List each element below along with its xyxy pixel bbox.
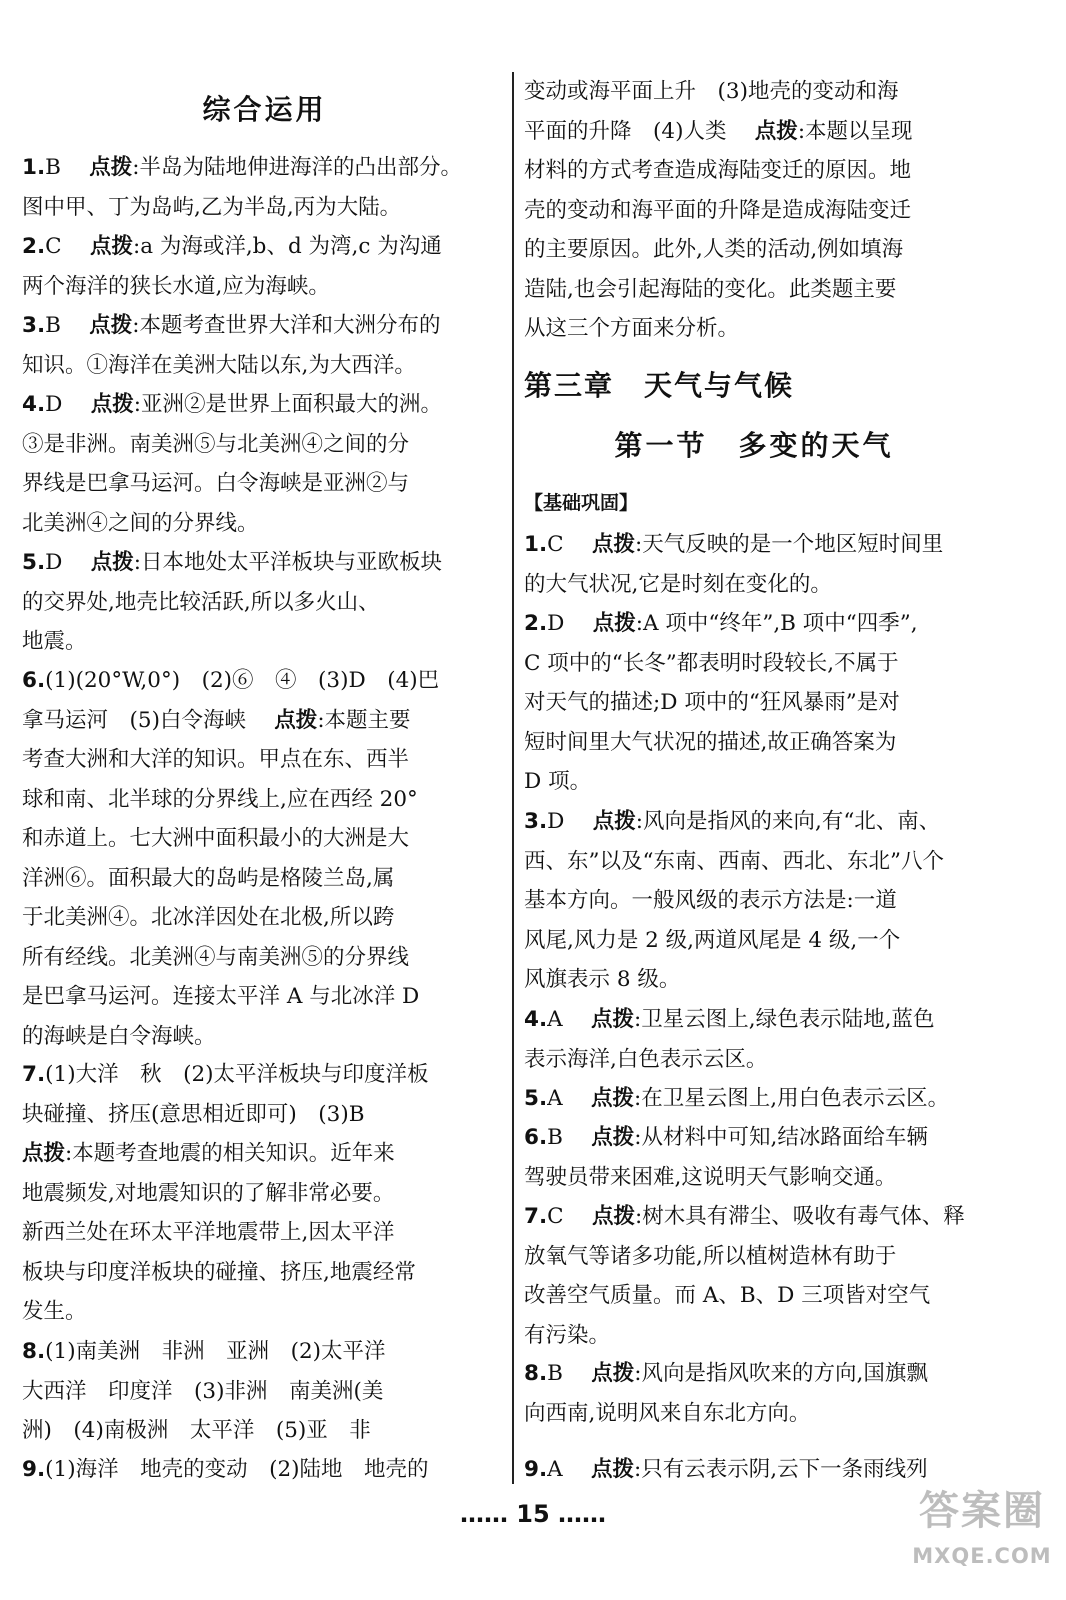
line-text: 点拨:本题考查地震的相关知识。近年来 bbox=[22, 1141, 395, 1166]
text-line bbox=[22, 1134, 507, 1174]
item-number: 4. bbox=[22, 392, 46, 417]
text-line bbox=[22, 425, 507, 465]
text-line bbox=[22, 1095, 507, 1135]
item-number: 1. bbox=[22, 155, 46, 180]
text-line bbox=[524, 525, 984, 565]
item-number: 1. bbox=[524, 532, 548, 557]
answer-item bbox=[22, 1450, 507, 1490]
watermark-logo-text: 答案圈 bbox=[919, 1488, 1045, 1534]
line-text: D 点拨:日本地处太平洋板块与亚欧板块 bbox=[45, 550, 442, 575]
line-text: 有污染。 bbox=[524, 1322, 611, 1348]
item-number: 9. bbox=[22, 1457, 46, 1482]
line-text: (1)海洋 地壳的变动 (2)陆地 地壳的 bbox=[45, 1457, 429, 1482]
line-text: C 点拨:树木具有滞尘、吸收有毒气体、释 bbox=[547, 1204, 965, 1229]
line-text: D 点拨:A 项中“终年”,B 项中“四季”, bbox=[547, 611, 918, 636]
answer-item bbox=[524, 802, 984, 1000]
text-line bbox=[22, 1372, 507, 1412]
item-number: 9. bbox=[524, 1457, 548, 1482]
section-title-weather: 第一节 多变的天气 bbox=[614, 429, 894, 462]
line-text: 图中甲、丁为岛屿,乙为半岛,丙为大陆。 bbox=[22, 194, 402, 220]
line-text: 考查大洲和大洋的知识。甲点在东、西半 bbox=[22, 747, 410, 772]
line-text: C 项中的“长冬”都表明时段较长,不属于 bbox=[524, 650, 899, 676]
item-number: 5. bbox=[524, 1086, 548, 1111]
line-text: 界线是巴拿马运河。白令海峡是亚洲②与 bbox=[22, 471, 410, 496]
text-line bbox=[524, 802, 984, 842]
line-text: C 点拨:天气反映的是一个地区短时间里 bbox=[547, 532, 944, 557]
text-line: 造陆,也会引起海陆的变化。此类题主要 bbox=[524, 276, 897, 302]
line-text: 对天气的描述;D 项中的“狂风暴雨”是对 bbox=[524, 690, 900, 715]
text-line bbox=[524, 921, 984, 961]
continuation-text bbox=[524, 72, 984, 349]
text-line: 变动或海平面上升 (3)地壳的变动和海 bbox=[524, 79, 899, 104]
page-number: …… 15 …… bbox=[459, 1500, 607, 1528]
hint-keyword: 点拨 bbox=[591, 1204, 635, 1229]
line-text: B 点拨:从材料中可知,结冰路面给车辆 bbox=[547, 1125, 928, 1150]
answer-item bbox=[524, 1000, 984, 1079]
item-number: 5. bbox=[22, 550, 46, 575]
text-line bbox=[22, 1017, 507, 1057]
hint-keyword: 点拨 bbox=[591, 532, 635, 557]
text-line bbox=[22, 1332, 507, 1372]
text-line bbox=[22, 977, 507, 1017]
item-number: 8. bbox=[22, 1339, 46, 1364]
text-line bbox=[524, 1276, 984, 1316]
line-text: 驾驶员带来困难,这说明天气影响交通。 bbox=[524, 1164, 897, 1190]
item-number: 3. bbox=[22, 313, 46, 338]
line-text: B 点拨:本题考查世界大洋和大洲分布的 bbox=[45, 313, 441, 338]
line-text: 风旗表示 8 级。 bbox=[524, 967, 681, 992]
item-number: 2. bbox=[22, 234, 46, 259]
line-text: 地震频发,对地震知识的了解非常必要。 bbox=[22, 1180, 395, 1206]
hint-keyword: 点拨 bbox=[89, 155, 133, 180]
hint-keyword: 点拨 bbox=[591, 1457, 635, 1482]
line-text: 地震。 bbox=[22, 629, 87, 654]
chapter-title: 第三章 天气与气候 bbox=[524, 369, 795, 402]
answer-item bbox=[22, 661, 507, 1056]
line-text: 拿马运河 (5)白令海峡 点拨:本题主要 bbox=[22, 707, 411, 733]
text-line bbox=[524, 604, 984, 644]
text-line bbox=[22, 740, 507, 780]
hint-keyword: 点拨 bbox=[592, 611, 636, 636]
answer-item bbox=[22, 148, 507, 227]
basic-consolidation-tag: 【基础巩固】 bbox=[524, 492, 639, 514]
text-line bbox=[22, 188, 507, 228]
hint-keyword: 点拨 bbox=[591, 1125, 635, 1150]
item-number: 8. bbox=[524, 1361, 548, 1386]
text-line bbox=[524, 1237, 984, 1277]
line-text: 放氧气等诸多功能,所以植树造林有助于 bbox=[524, 1243, 897, 1269]
text-line bbox=[524, 1079, 984, 1119]
item-number: 6. bbox=[22, 668, 46, 693]
text-line bbox=[22, 1292, 507, 1332]
line-text: 是巴拿马运河。连接太平洋 A 与北冰洋 D bbox=[22, 984, 420, 1009]
text-line: 从这三个方面来分析。 bbox=[524, 316, 740, 341]
item-number: 7. bbox=[22, 1062, 46, 1087]
text-line bbox=[22, 543, 507, 583]
answer-item bbox=[22, 1332, 507, 1451]
text-line bbox=[524, 762, 984, 802]
hint-keyword: 点拨 bbox=[274, 707, 318, 733]
text-line: 壳的变动和海平面的升降是造成海陆变迁 bbox=[524, 197, 912, 223]
line-text: 的交界处,地壳比较活跃,所以多火山、 bbox=[22, 589, 380, 615]
line-text: 两个海洋的狭长水道,应为海峡。 bbox=[22, 273, 330, 299]
text-line bbox=[22, 148, 507, 188]
line-text: 球和南、北半球的分界线上,应在西经 20° bbox=[22, 786, 418, 812]
text-line bbox=[524, 881, 984, 921]
answer-item bbox=[524, 1079, 984, 1119]
hint-keyword: 点拨 bbox=[90, 392, 134, 417]
item-number: 7. bbox=[524, 1204, 548, 1229]
text-line bbox=[22, 1174, 507, 1214]
hint-keyword: 点拨 bbox=[754, 118, 798, 144]
text-line bbox=[524, 1197, 984, 1237]
line-text: 于北美洲④。北冰洋因处在北极,所以跨 bbox=[22, 905, 395, 930]
answer-item bbox=[524, 525, 984, 604]
line-text: 改善空气质量。而 A、B、D 三项皆对空气 bbox=[524, 1283, 931, 1308]
text-line bbox=[22, 819, 507, 859]
text-line bbox=[524, 960, 984, 1000]
text-line bbox=[22, 583, 507, 623]
line-text: (1)大洋 秋 (2)太平洋板块与印度洋板 bbox=[45, 1062, 429, 1087]
text-line bbox=[22, 346, 507, 386]
answer-item bbox=[524, 1197, 984, 1355]
hint-keyword: 点拨 bbox=[22, 1141, 66, 1166]
hint-keyword: 点拨 bbox=[591, 1361, 635, 1386]
hint-keyword: 点拨 bbox=[591, 1007, 635, 1032]
line-text: (1)南美洲 非洲 亚洲 (2)太平洋 bbox=[45, 1339, 386, 1364]
answer-item bbox=[22, 227, 507, 306]
text-line: 材料的方式考查造成海陆变迁的原因。地 bbox=[524, 158, 912, 183]
line-text: B 点拨:半岛为陆地伸进海洋的凸出部分。 bbox=[45, 155, 463, 180]
answer-item bbox=[22, 543, 507, 662]
text-line bbox=[22, 1213, 507, 1253]
line-text: 的海峡是白令海峡。 bbox=[22, 1023, 216, 1049]
line-text: B 点拨:风向是指风吹来的方向,国旗飘 bbox=[547, 1361, 928, 1386]
text-line bbox=[22, 661, 507, 701]
section-title-comprehensive: 综合运用 bbox=[202, 93, 327, 126]
answer-item bbox=[524, 1354, 984, 1433]
watermark-logo bbox=[912, 1478, 1052, 1590]
text-line bbox=[22, 622, 507, 662]
item-number: 4. bbox=[524, 1007, 548, 1032]
text-line bbox=[22, 227, 507, 267]
line-text: 基本方向。一般风级的表示方法是:一道 bbox=[524, 888, 897, 913]
line-text: 向西南,说明风来自东北方向。 bbox=[524, 1400, 811, 1426]
hint-keyword: 点拨 bbox=[89, 313, 133, 338]
hint-keyword: 点拨 bbox=[89, 234, 133, 259]
text-line bbox=[22, 1411, 507, 1451]
watermark-url: MXQE.COM bbox=[912, 1544, 1052, 1568]
text-line bbox=[22, 1253, 507, 1293]
item-number: 6. bbox=[524, 1125, 548, 1150]
text-line bbox=[524, 1000, 984, 1040]
text-line bbox=[22, 267, 507, 307]
line-text: 洲) (4)南极洲 太平洋 (5)亚 非 bbox=[22, 1418, 371, 1443]
line-text: 的大气状况,它是时刻在变化的。 bbox=[524, 571, 832, 597]
item-number: 3. bbox=[524, 809, 548, 834]
hint-keyword: 点拨 bbox=[591, 1086, 635, 1111]
line-text: D 点拨:亚洲②是世界上面积最大的洲。 bbox=[45, 392, 442, 417]
text-line bbox=[524, 723, 984, 763]
line-text: A 点拨:只有云表示阴,云下一条雨线列 bbox=[547, 1457, 928, 1482]
text-line: 平面的升降 (4)人类 点拨:本题以呈现 bbox=[524, 118, 913, 144]
line-text: 和赤道上。七大洲中面积最小的大洲是大 bbox=[22, 826, 410, 851]
text-line bbox=[22, 859, 507, 899]
text-line bbox=[524, 842, 984, 882]
line-text: D 项。 bbox=[524, 769, 592, 794]
line-text: 大西洋 印度洋 (3)非洲 南美洲(美 bbox=[22, 1378, 384, 1404]
text-line: 的主要原因。此外,人类的活动,例如填海 bbox=[524, 237, 904, 262]
text-line bbox=[22, 464, 507, 504]
answer-item bbox=[22, 1055, 507, 1332]
text-line bbox=[22, 385, 507, 425]
text-line bbox=[524, 1118, 984, 1158]
text-line bbox=[524, 1158, 984, 1198]
text-line bbox=[524, 1354, 984, 1394]
item-number: 2. bbox=[524, 611, 548, 636]
line-text: 西、东”以及“东南、西南、西北、东北”八个 bbox=[524, 848, 944, 874]
line-text: 板块与印度洋板块的碰撞、挤压,地震经常 bbox=[22, 1259, 416, 1285]
text-line bbox=[524, 683, 984, 723]
line-text: A 点拨:卫星云图上,绿色表示陆地,蓝色 bbox=[547, 1007, 935, 1032]
text-line bbox=[524, 1040, 984, 1080]
line-text: C 点拨:a 为海或洋,b、d 为湾,c 为沟通 bbox=[45, 234, 442, 259]
text-line bbox=[22, 504, 507, 544]
text-line bbox=[22, 306, 507, 346]
line-text: 北美洲④之间的分界线。 bbox=[22, 510, 259, 536]
answer-item bbox=[524, 604, 984, 802]
text-line bbox=[524, 1394, 984, 1434]
line-text: 所有经线。北美洲④与南美洲⑤的分界线 bbox=[22, 944, 410, 970]
line-text: 表示海洋,白色表示云区。 bbox=[524, 1046, 768, 1072]
line-text: ③是非洲。南美洲⑤与北美洲④之间的分 bbox=[22, 431, 410, 457]
text-line bbox=[524, 565, 984, 605]
text-line bbox=[22, 1450, 507, 1490]
line-text: (1)(20°W,0°) (2)⑥ ④ (3)D (4)巴 bbox=[45, 668, 440, 693]
text-line bbox=[524, 1316, 984, 1356]
line-text: 新西兰处在环太平洋地震带上,因太平洋 bbox=[22, 1220, 395, 1245]
hint-keyword: 点拨 bbox=[90, 550, 134, 575]
text-line bbox=[22, 701, 507, 741]
text-line bbox=[22, 898, 507, 938]
hint-keyword: 点拨 bbox=[592, 809, 636, 834]
line-text: 知识。①海洋在美洲大陆以东,为大西洋。 bbox=[22, 352, 416, 378]
answer-item bbox=[22, 385, 507, 543]
line-text: A 点拨:在卫星云图上,用白色表示云区。 bbox=[547, 1086, 950, 1111]
line-text: 块碰撞、挤压(意思相近即可) (3)B bbox=[22, 1101, 365, 1127]
text-line bbox=[22, 938, 507, 978]
line-text: 风尾,风力是 2 级,两道风尾是 4 级,一个 bbox=[524, 927, 901, 953]
answer-item bbox=[524, 1118, 984, 1197]
text-line bbox=[22, 1055, 507, 1095]
line-text: 发生。 bbox=[22, 1299, 87, 1324]
text-line bbox=[524, 644, 984, 684]
line-text: 洋洲⑥。面积最大的岛屿是格陵兰岛,属 bbox=[22, 865, 395, 891]
text-line bbox=[22, 780, 507, 820]
answer-item bbox=[22, 306, 507, 385]
column-divider bbox=[512, 72, 514, 1484]
line-text: D 点拨:风向是指风的来向,有“北、南、 bbox=[547, 809, 941, 834]
line-text: 短时间里大气状况的描述,故正确答案为 bbox=[524, 729, 897, 755]
